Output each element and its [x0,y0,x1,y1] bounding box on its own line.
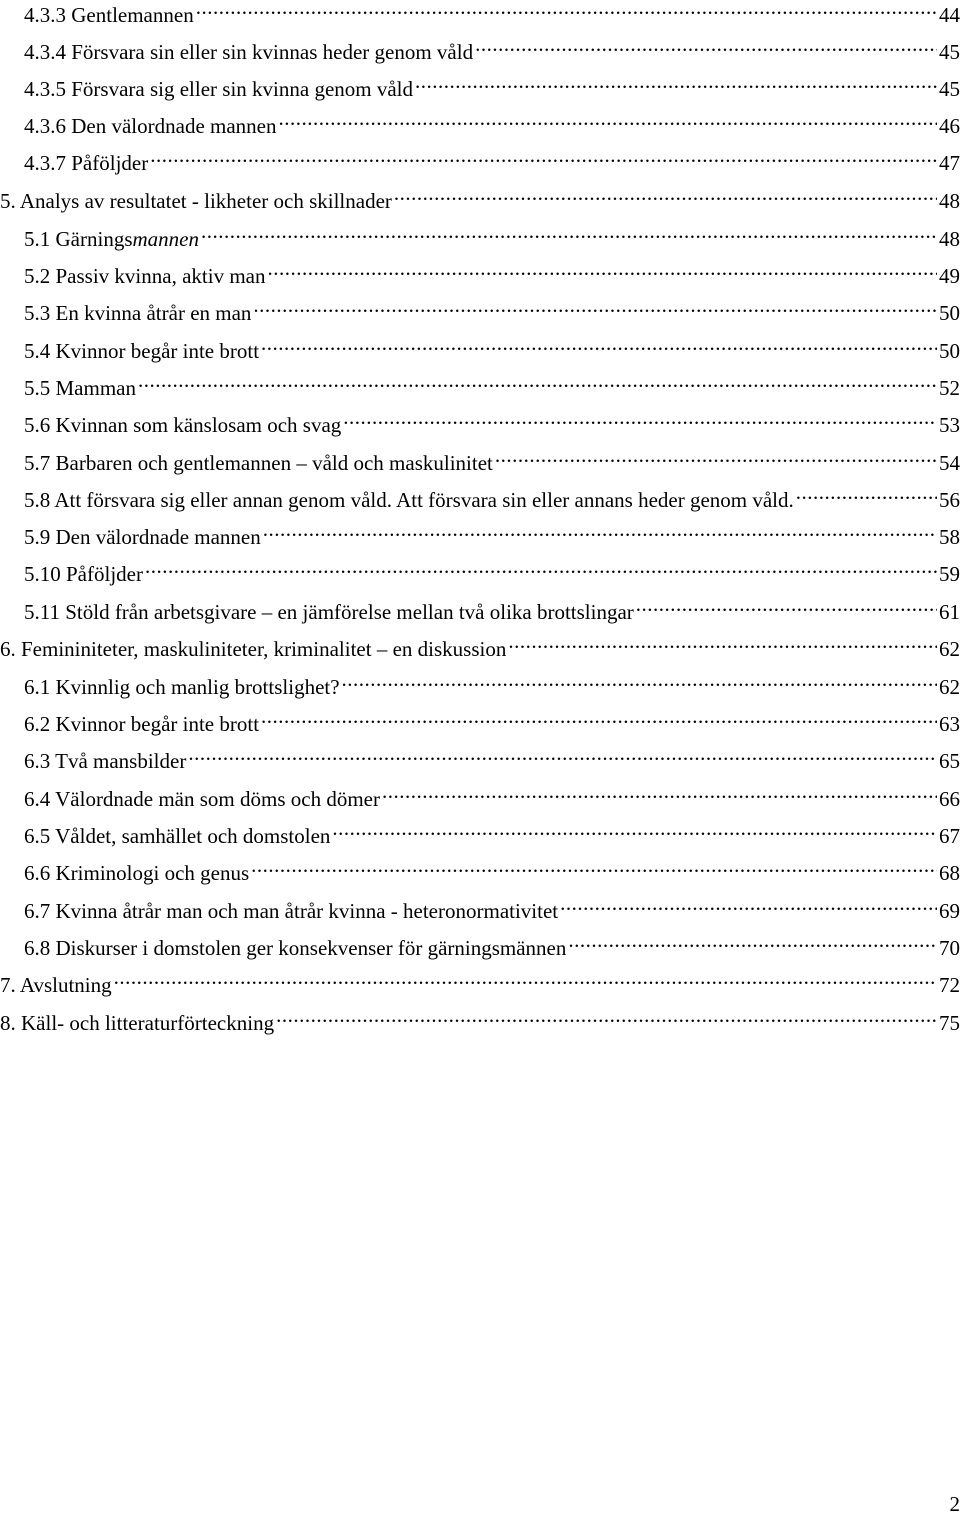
toc-entry-6-7[interactable] [0,892,960,929]
toc-entry-page: 66 [939,787,960,811]
toc-entry-5-3[interactable] [0,294,960,331]
toc-entry-title: 6. Femininiteter, maskuliniteter, kriminalitet – en diskussion [0,637,507,661]
toc-entry-page: 69 [939,899,960,923]
toc-entry-title-prefix: 5.1 Gärnings [24,227,133,251]
toc-entry-title: 5.4 Kvinnor begår inte brott [24,339,260,363]
toc-entry-page: 68 [939,861,960,885]
toc-entry-title: 6.1 Kvinnlig och manlig brottslighet? [24,675,340,699]
dot-leader [508,630,937,656]
toc-entry-title: 4.3.3 Gentlemannen [24,3,194,27]
toc-entry-page: 59 [939,562,960,586]
dot-leader [568,929,937,955]
dot-leader [138,369,937,395]
dot-leader [560,892,937,918]
dot-leader [261,332,937,358]
toc-entry-4-3-4[interactable] [0,33,960,70]
toc-entry-page: 52 [939,376,960,400]
dot-leader [114,966,937,992]
toc-entry-title: 5.5 Mamman [24,376,136,400]
toc-entry-5-9[interactable] [0,518,960,555]
toc-entry-page: 72 [939,973,960,997]
toc-entry-6-3[interactable] [0,742,960,779]
toc-entry-6-2[interactable] [0,705,960,742]
toc-entry-title [24,226,199,252]
toc-entry-title: 5.7 Barbaren och gentlemannen – våld och maskulinitet [24,451,493,475]
toc-entry-page: 48 [939,189,960,213]
toc-entry-6[interactable] [0,630,960,667]
toc-entry-5-5[interactable] [0,369,960,406]
dot-leader [196,0,937,22]
toc-entry-title: 4.3.6 Den välordnade mannen [24,114,277,138]
dot-leader [251,854,937,880]
dot-leader [495,444,937,470]
toc-entry-title: 6.2 Kvinnor begår inte brott [24,712,260,736]
toc-entry-4-3-5[interactable] [0,70,960,107]
toc-entry-5-7[interactable] [0,444,960,481]
toc-entry-page: 49 [939,264,960,288]
toc-entry-title: 6.6 Kriminologi och genus [24,861,250,885]
toc-entry-title: 5.10 Påföljder [24,562,143,586]
toc-entry-page: 47 [939,151,960,175]
toc-entry-title: 5.9 Den välordnade mannen [24,525,261,549]
page-number: 2 [949,1492,960,1516]
dot-leader [394,182,937,208]
toc-entry-page: 62 [939,675,960,699]
dot-leader [263,518,937,544]
toc-entry-8[interactable] [0,1004,960,1041]
toc-entry-page: 44 [939,3,960,27]
dot-leader [261,705,937,731]
toc-entry-5-6[interactable] [0,406,960,443]
toc-entry-5-8[interactable] [0,481,960,518]
dot-leader [342,668,937,694]
dot-leader [475,33,937,59]
dot-leader [636,593,937,619]
toc-entry-page: 45 [939,77,960,101]
toc-entry-page: 50 [939,339,960,363]
dot-leader [279,107,937,133]
toc-entry-title: 5. Analys av resultatet - likheter och skillnader [0,189,392,213]
dot-leader [188,742,937,768]
dot-leader [145,555,937,581]
dot-leader [382,780,937,806]
toc-entry-5-11[interactable] [0,593,960,630]
dot-leader [150,144,937,170]
toc-entry-title: 4.3.7 Påföljder [24,151,149,175]
toc-entry-page: 62 [939,637,960,661]
toc-entry-4-3-3[interactable] [0,0,960,33]
toc-entry-page: 45 [939,40,960,64]
dot-leader [276,1004,937,1030]
toc-entry-6-6[interactable] [0,854,960,891]
toc-entry-title: 4.3.5 Försvara sig eller sin kvinna genom våld [24,77,414,101]
dot-leader [343,406,937,432]
toc-entry-page: 53 [939,413,960,437]
toc-entry-page: 46 [939,114,960,138]
dot-leader [415,70,937,96]
toc-entry-title-emphasis: mannen [132,227,199,251]
toc-entry-title: 6.4 Välordnade män som döms och dömer [24,787,380,811]
toc-entry-page: 50 [939,301,960,325]
toc-entry-page: 58 [939,525,960,549]
toc-entry-page: 54 [939,451,960,475]
toc-entry-title: 5.6 Kvinnan som känslosam och svag [24,413,342,437]
toc-entry-title: 5.3 En kvinna åtrår en man [24,301,252,325]
dot-leader [201,220,937,246]
toc-entry-title: 6.7 Kvinna åtrår man och man åtrår kvinna - heteronormativitet [24,899,559,923]
toc-entry-6-4[interactable] [0,780,960,817]
toc-entry-6-8[interactable] [0,929,960,966]
toc-entry-page: 70 [939,936,960,960]
toc-entry-5-2[interactable] [0,257,960,294]
toc-entry-6-1[interactable] [0,668,960,705]
toc-entry-page: 61 [939,600,960,624]
toc-entry-title: 7. Avslutning [0,973,112,997]
toc-entry-5[interactable] [0,182,960,219]
toc-entry-title: 6.8 Diskurser i domstolen ger konsekvenser för gärningsmännen [24,936,567,960]
toc-entry-7[interactable] [0,966,960,1003]
toc-entry-4-3-7[interactable] [0,144,960,181]
toc-entry-page: 56 [939,488,960,512]
toc-entry-page: 48 [939,227,960,251]
dot-leader [332,817,937,843]
toc-entry-6-5[interactable] [0,817,960,854]
toc-entry-title: 6.3 Två mansbilder [24,749,187,773]
toc-entry-5-4[interactable] [0,332,960,369]
toc-entry-page: 67 [939,824,960,848]
dot-leader [253,294,937,320]
toc-entry-page: 65 [939,749,960,773]
toc-entry-4-3-6[interactable] [0,107,960,144]
toc-entry-page: 63 [939,712,960,736]
dot-leader [267,257,937,283]
toc-entry-title: 5.8 Att försvara sig eller annan genom våld. Att försvara sin eller annans heder genom våld. [24,488,794,512]
toc-entry-5-10[interactable] [0,555,960,592]
toc-entry-title: 8. Käll- och litteraturförteckning [0,1011,275,1035]
dot-leader [796,481,937,507]
toc-entry-5-1[interactable] [0,220,960,257]
toc-entry-title: 6.5 Våldet, samhället och domstolen [24,824,331,848]
toc-entry-title: 5.11 Stöld från arbetsgivare – en jämförelse mellan två olika brottslingar [24,600,634,624]
toc-entry-title: 5.2 Passiv kvinna, aktiv man [24,264,266,288]
toc-entry-title: 4.3.4 Försvara sin eller sin kvinnas heder genom våld [24,40,474,64]
toc-entry-page: 75 [939,1011,960,1035]
